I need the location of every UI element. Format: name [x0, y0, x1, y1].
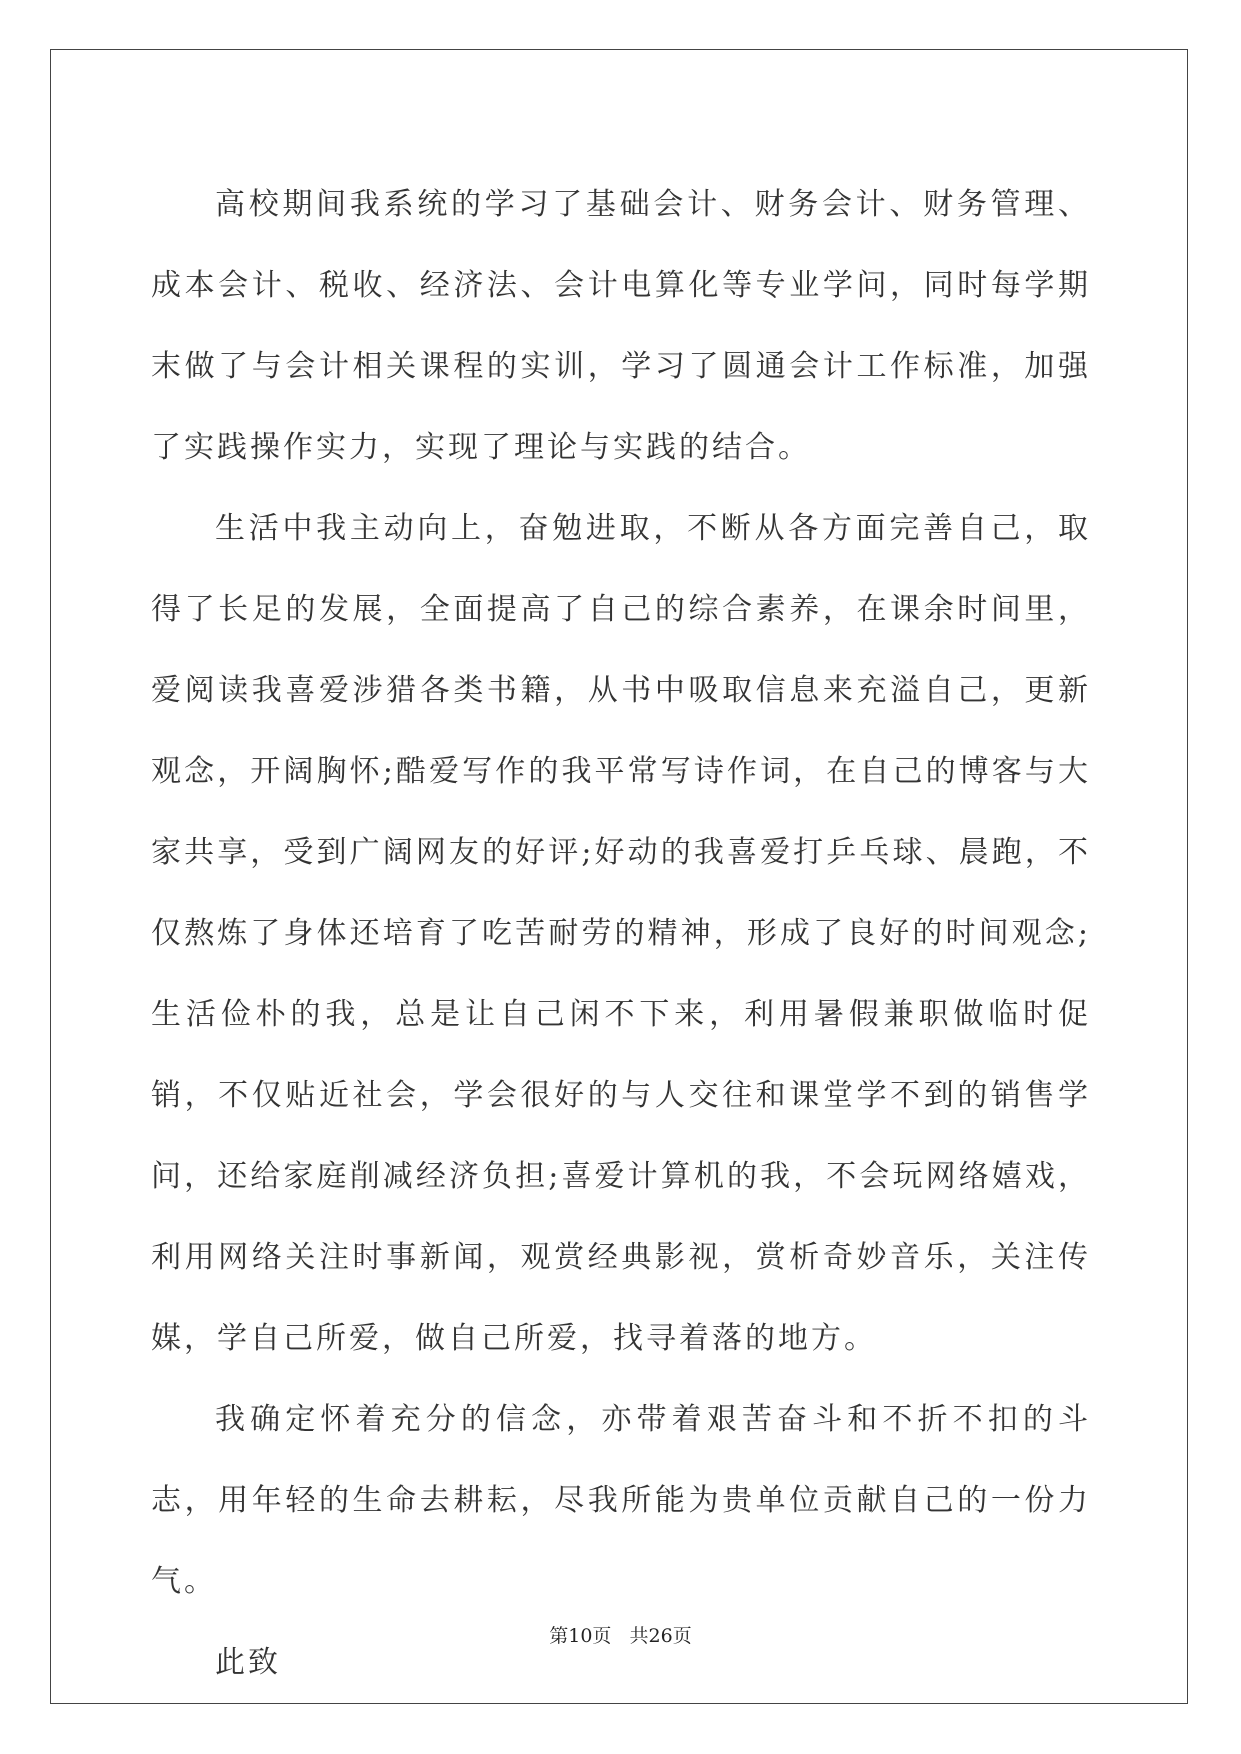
- paragraph-commitment: 我确定怀着充分的信念，亦带着艰苦奋斗和不折不扣的斗志，用年轻的生命去耕耘，尽我所能为贵单位贡献自己的一份力气。: [151, 1402, 1091, 1599]
- paragraph-education: 高校期间我系统的学习了基础会计、财务会计、财务管理、成本会计、税收、经济法、会计电算化等专业学问，同时每学期末做了与会计相关课程的实训，学习了圆通会计工作标准，加强了实践操作实力，实现了理论与实践的结合。: [151, 187, 1091, 465]
- paragraph-life: 生活中我主动向上，奋勉进取，不断从各方面完善自己，取得了长足的发展，全面提高了自己的综合素养，在课余时间里，爱阅读我喜爱涉猎各类书籍，从书中吸取信息来充溢自己，更新观念，开阔胸怀;酷爱写作的我平常写诗作词，在自己的博客与大家共享，受到广阔网友的好评;好动的我喜爱打乒乓球、晨跑，不仅熬炼了身体还培育了吃苦耐劳的精神，形成了良好的时间观念;生活俭朴的我，总是让自己闲不下来，利用暑假兼职做临时促销，不仅贴近社会，学会很好的与人交往和课堂学不到的销售学问，还给家庭削减经济负担;喜爱计算机的我，不会玩网络嬉戏，利用网络关注时事新闻，观赏经典影视，赏析奇妙音乐，关注传媒，学自己所爱，做自己所爱，找寻着落的地方。: [151, 511, 1091, 1356]
- document-body: [151, 164, 1091, 1703]
- paragraph-closing: 此致: [215, 1645, 281, 1680]
- page-number-footer: 第10页 共26页: [549, 1625, 692, 1647]
